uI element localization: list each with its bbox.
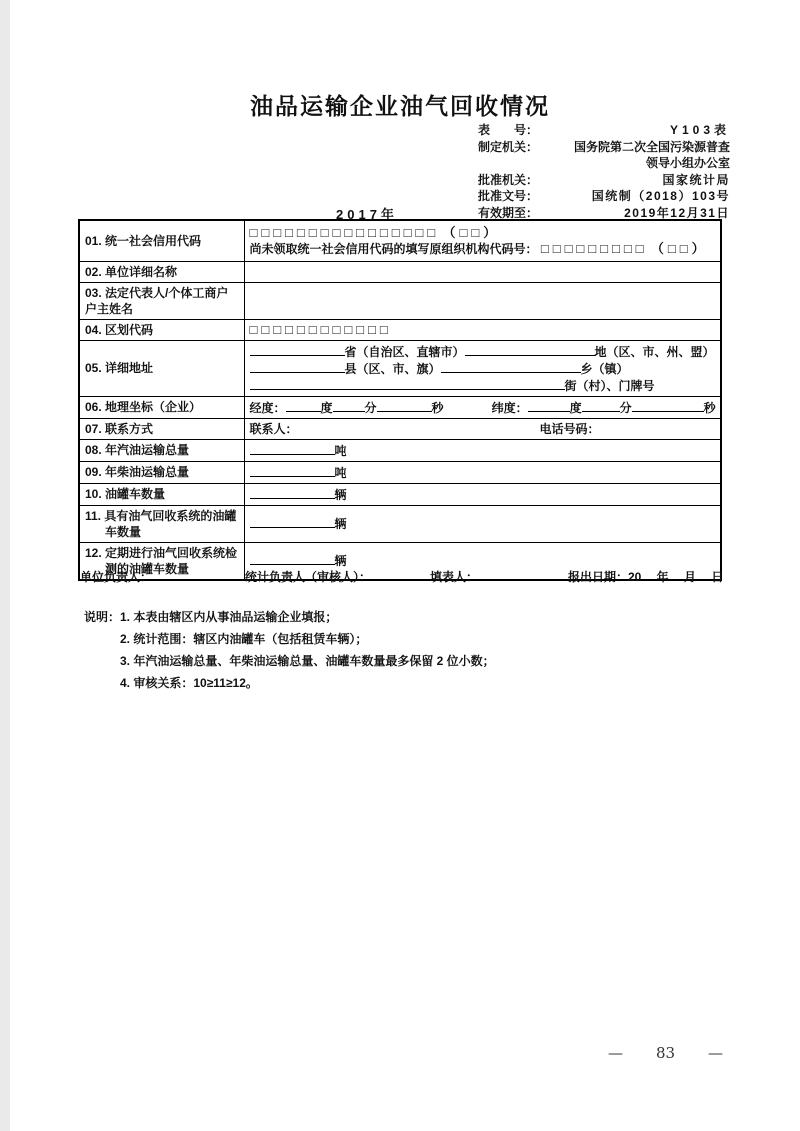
row-11-value bbox=[244, 505, 721, 542]
region-code-boxes: □□□□□□□□□□□□ bbox=[249, 321, 392, 337]
min-unit: 分 bbox=[619, 400, 632, 415]
table-row-02 bbox=[79, 261, 721, 282]
row-03-value-blank bbox=[244, 282, 721, 319]
meta-row-doc-no bbox=[478, 188, 730, 205]
street-suffix: 街（村）、门牌号 bbox=[564, 378, 655, 393]
form-meta-block bbox=[478, 122, 730, 221]
row-11-label-text: 11. 具有油气回收系统的油罐车数量 bbox=[85, 508, 237, 539]
row-07-label: 07. 联系方式 bbox=[79, 418, 244, 439]
lat-deg-blank bbox=[528, 399, 570, 412]
lng-min-blank bbox=[333, 399, 365, 412]
row-06-label: 06. 地理坐标（企业） bbox=[79, 396, 244, 418]
lat-sec-blank bbox=[632, 399, 704, 412]
row-10-value bbox=[244, 483, 721, 505]
table-row-08 bbox=[79, 439, 721, 461]
county-blank bbox=[250, 360, 345, 373]
row-02-value-blank bbox=[244, 261, 721, 282]
unit-head-label: 单位负责人： bbox=[80, 570, 153, 584]
meta-maker-line2: 领导小组办公室 bbox=[645, 156, 730, 170]
row-12-label-text: 12. 定期进行油气回收系统检测的油罐车数量 bbox=[85, 545, 238, 576]
meta-row-approver bbox=[478, 172, 730, 189]
township-blank bbox=[441, 360, 581, 373]
row-05-value bbox=[244, 340, 721, 396]
note-item-1: 1. 本表由辖区内从事油品运输企业填报； bbox=[120, 610, 338, 624]
phone-number-label: 电话号码： bbox=[539, 421, 600, 436]
row-01-label: 01. 统一社会信用代码 bbox=[79, 220, 244, 261]
table-row-04 bbox=[79, 319, 721, 340]
row-06-value bbox=[244, 396, 721, 418]
address-line-3 bbox=[250, 377, 716, 394]
scan-edge-artifact bbox=[0, 0, 10, 1131]
meta-label: 批准文号： bbox=[478, 189, 539, 203]
row-10-label: 10. 油罐车数量 bbox=[79, 483, 244, 505]
table-row-06 bbox=[79, 396, 721, 418]
page-number-dash-right: — bbox=[708, 1044, 723, 1062]
inspected-tanker-count-blank bbox=[250, 552, 335, 565]
min-unit: 分 bbox=[364, 400, 377, 415]
meta-label: 表 号： bbox=[478, 123, 539, 137]
table-row-10 bbox=[79, 483, 721, 505]
year-label: 2017年 bbox=[336, 207, 398, 222]
row-07-value bbox=[244, 418, 721, 439]
note-item-3: 3. 年汽油运输总量、年柴油运输总量、油罐车数量最多保留 2 位小数； bbox=[120, 654, 495, 668]
page-number-value: 83 bbox=[655, 1044, 676, 1062]
diesel-total-blank bbox=[250, 464, 335, 477]
notes-section bbox=[84, 606, 704, 694]
row-02-label: 02. 单位详细名称 bbox=[79, 261, 244, 282]
tanker-count-blank bbox=[250, 486, 335, 499]
stats-head-label: 统计负责人（审核人）： bbox=[245, 570, 372, 584]
row-08-label: 08. 年汽油运输总量 bbox=[79, 439, 244, 461]
org-code-line bbox=[250, 241, 716, 257]
credit-code-line bbox=[250, 225, 716, 241]
lng-deg-blank bbox=[286, 399, 321, 412]
page-number-dash-left: — bbox=[608, 1044, 623, 1062]
longitude-label: 经度： bbox=[249, 400, 286, 415]
meta-label: 有效期至： bbox=[478, 205, 539, 220]
township-suffix: 乡（镇） bbox=[580, 361, 629, 376]
address-line-2 bbox=[250, 360, 716, 377]
row-04-label: 04. 区划代码 bbox=[79, 319, 244, 340]
meta-value-maker bbox=[542, 139, 730, 172]
province-blank bbox=[250, 343, 345, 356]
address-line-1 bbox=[250, 343, 716, 360]
meta-row-table-no bbox=[478, 122, 730, 139]
street-blank bbox=[250, 377, 565, 390]
coordinates-line bbox=[250, 399, 716, 416]
recovery-tanker-count-blank bbox=[250, 515, 335, 528]
prefecture-blank bbox=[465, 343, 595, 356]
credit-code-check-boxes: （□□） bbox=[442, 224, 501, 240]
org-code-hint: 尚未领取统一社会信用代码的填写原组织机构代码号： bbox=[249, 241, 538, 256]
deg-unit: 度 bbox=[320, 400, 333, 415]
county-suffix: 县（区、市、旗） bbox=[344, 361, 441, 376]
notes-label: 说明： bbox=[84, 610, 121, 624]
note-item-4: 4. 审核关系：10≥11≥12。 bbox=[120, 676, 258, 690]
meta-value-approver: 国家统计局 bbox=[662, 172, 730, 187]
signoff-row bbox=[78, 568, 722, 586]
row-09-value bbox=[244, 461, 721, 483]
row-05-label: 05. 详细地址 bbox=[79, 340, 244, 396]
meta-label: 批准机关： bbox=[478, 172, 539, 187]
notes-items bbox=[120, 606, 495, 694]
meta-row-maker bbox=[478, 139, 730, 172]
lat-min-blank bbox=[582, 399, 620, 412]
sec-unit: 秒 bbox=[431, 400, 444, 415]
unit-vehicle: 辆 bbox=[334, 517, 347, 531]
meta-label: 制定机关： bbox=[478, 139, 539, 154]
meta-maker-line1: 国务院第二次全国污染源普查 bbox=[573, 139, 730, 154]
row-03-label: 03. 法定代表人/个体工商户户主姓名 bbox=[79, 282, 244, 319]
preparer-label: 填表人： bbox=[430, 570, 479, 584]
page-number bbox=[608, 1044, 723, 1062]
unit-ton: 吨 bbox=[334, 465, 347, 480]
lng-sec-blank bbox=[377, 399, 432, 412]
table-row-11 bbox=[79, 505, 721, 542]
row-09-label: 09. 年柴油运输总量 bbox=[79, 461, 244, 483]
report-date-label: 报出日期：20 年 月 日 bbox=[568, 570, 724, 584]
province-suffix: 省（自治区、直辖市） bbox=[344, 344, 465, 359]
sec-unit: 秒 bbox=[703, 400, 716, 415]
prefecture-suffix: 地（区、市、州、盟） bbox=[594, 344, 715, 359]
form-title: 油品运输企业油气回收情况 bbox=[250, 93, 550, 119]
table-row-01 bbox=[79, 220, 721, 261]
org-code-boxes: □□□□□□□□□ bbox=[540, 240, 648, 256]
table-row-03 bbox=[79, 282, 721, 319]
org-code-check-boxes: （□□） bbox=[650, 240, 709, 256]
meta-value-valid: 2019年12月31日 bbox=[624, 205, 730, 220]
row-08-value bbox=[244, 439, 721, 461]
note-item-2: 2. 统计范围：辖区内油罐车（包括租赁车辆）； bbox=[120, 632, 368, 646]
table-row-07 bbox=[79, 418, 721, 439]
gasoline-total-blank bbox=[250, 442, 335, 455]
row-04-value bbox=[244, 319, 721, 340]
unit-ton: 吨 bbox=[334, 443, 347, 458]
credit-code-boxes: □□□□□□□□□□□□□□□□ bbox=[249, 224, 440, 240]
row-01-value bbox=[244, 220, 721, 261]
form-table bbox=[78, 219, 722, 581]
unit-vehicle: 辆 bbox=[334, 487, 347, 502]
deg-unit: 度 bbox=[569, 400, 582, 415]
unit-vehicle: 辆 bbox=[334, 554, 347, 568]
contact-person-label: 联系人： bbox=[249, 421, 298, 436]
latitude-label: 纬度： bbox=[491, 400, 528, 415]
meta-value-table-no: Y103表 bbox=[669, 123, 730, 137]
row-11-label bbox=[79, 505, 244, 542]
table-row-09 bbox=[79, 461, 721, 483]
table-row-05 bbox=[79, 340, 721, 396]
meta-value-doc-no: 国统制（2018）103号 bbox=[591, 189, 730, 203]
